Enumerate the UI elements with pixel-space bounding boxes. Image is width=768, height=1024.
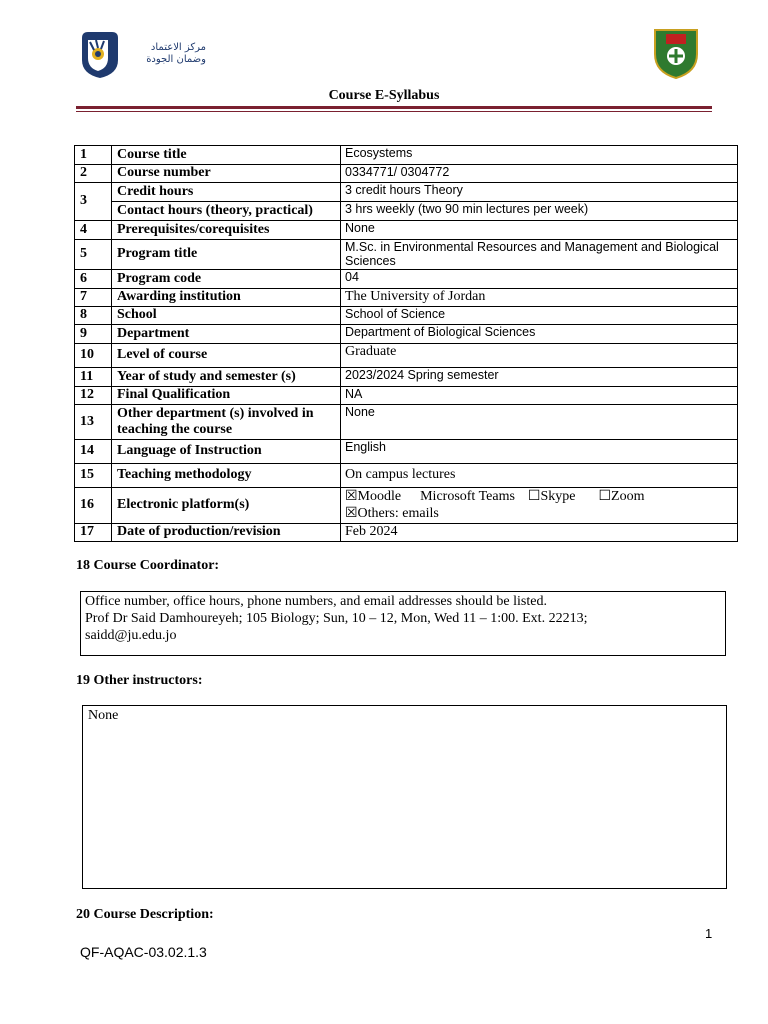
- row-value: On campus lectures: [341, 463, 738, 487]
- row-number: 9: [75, 324, 112, 343]
- row-number: 3: [75, 183, 112, 221]
- table-row: [75, 269, 738, 288]
- skype-checkbox[interactable]: ☐Skype: [527, 488, 576, 504]
- table-row: [75, 367, 738, 386]
- form-code: QF-AQAC-03.02.1.3: [80, 944, 207, 960]
- row-label: Prerequisites/corequisites: [112, 221, 341, 240]
- row-label: Credit hours: [112, 183, 341, 202]
- row-label: Awarding institution: [112, 288, 341, 306]
- row-number: 1: [75, 146, 112, 165]
- row-number: 11: [75, 367, 112, 386]
- table-row: [75, 386, 738, 404]
- row-value: 2023/2024 Spring semester: [341, 367, 738, 386]
- other-instructors-box: [82, 705, 727, 889]
- row-value: Ecosystems: [341, 146, 738, 165]
- row-value: M.Sc. in Environmental Resources and Management and Biological Sciences: [341, 240, 738, 270]
- row-label: Contact hours (theory, practical): [112, 202, 341, 221]
- coordinator-email: saidd@ju.edu.jo: [85, 627, 177, 643]
- row-number: 7: [75, 288, 112, 306]
- row-number: 16: [75, 487, 112, 523]
- row-value: The University of Jordan: [341, 288, 738, 306]
- table-row: [75, 439, 738, 463]
- row-label: Course title: [112, 146, 341, 165]
- teams-option[interactable]: Microsoft Teams: [420, 488, 515, 504]
- table-row: [75, 324, 738, 343]
- row-label: Electronic platform(s): [112, 487, 341, 523]
- coordinator-instruction: Office number, office hours, phone numbers, and email addresses should be listed.: [85, 594, 547, 609]
- row-label: Other department (s) involved in teaching the course: [112, 404, 341, 439]
- row-number: 2: [75, 165, 112, 183]
- table-row: [75, 343, 738, 367]
- row-value: 3 credit hours Theory: [341, 183, 738, 202]
- table-row: [75, 288, 738, 306]
- table-row: [75, 463, 738, 487]
- row-number: 14: [75, 439, 112, 463]
- page-number: 1: [705, 926, 713, 941]
- section-heading-other-instructors: 19 Other instructors:: [76, 673, 203, 688]
- table-row: [75, 183, 738, 202]
- row-number: 17: [75, 523, 112, 541]
- row-label: Date of production/revision: [112, 523, 341, 541]
- others-checkbox[interactable]: ☒Others: emails: [345, 505, 439, 521]
- row-label: Teaching methodology: [112, 463, 341, 487]
- course-info-table: [74, 145, 738, 542]
- row-value: English: [341, 439, 738, 463]
- row-value: NA: [341, 386, 738, 404]
- table-row: [75, 306, 738, 324]
- section-heading-description: 20 Course Description:: [76, 907, 214, 922]
- table-row: [75, 404, 738, 439]
- row-value: Graduate: [341, 343, 738, 367]
- table-row: [75, 487, 738, 523]
- row-value: 0334771/ 0304772: [341, 165, 738, 183]
- platform-row-1: [345, 488, 735, 505]
- row-number: 8: [75, 306, 112, 324]
- platform-options: [341, 487, 738, 523]
- accreditation-center-logo: [78, 30, 208, 80]
- row-value: 04: [341, 269, 738, 288]
- row-label: Department: [112, 324, 341, 343]
- moodle-checkbox[interactable]: ☒Moodle: [345, 488, 402, 504]
- table-row: [75, 165, 738, 183]
- row-number: 5: [75, 240, 112, 270]
- row-number: 13: [75, 404, 112, 439]
- header-divider: [76, 106, 712, 109]
- row-number: 10: [75, 343, 112, 367]
- other-instructors-value: None: [88, 708, 119, 723]
- platform-row-2: [345, 505, 735, 522]
- table-row: [75, 240, 738, 270]
- logo-arabic-text: مركز الاعتماد وضمان الجودة: [146, 42, 206, 65]
- university-crest-logo: [652, 26, 700, 80]
- row-label: Year of study and semester (s): [112, 367, 341, 386]
- coordinator-box: [80, 591, 726, 656]
- coordinator-details: Prof Dr Said Damhoureyeh; 105 Biology; Sun, 10 – 12, Mon, Wed 11 – 1:00. Ext. 22213;: [85, 610, 588, 626]
- row-value: Feb 2024: [341, 523, 738, 541]
- row-value: Department of Biological Sciences: [341, 324, 738, 343]
- section-heading-coordinator: 18 Course Coordinator:: [76, 558, 220, 573]
- table-row: [75, 202, 738, 221]
- table-row: [75, 523, 738, 541]
- row-number: 12: [75, 386, 112, 404]
- table-row: [75, 221, 738, 240]
- row-number: 4: [75, 221, 112, 240]
- table-row: [75, 146, 738, 165]
- row-label: Program code: [112, 269, 341, 288]
- row-number: 6: [75, 269, 112, 288]
- page-title: Course E-Syllabus: [328, 88, 440, 103]
- row-value: 3 hrs weekly (two 90 min lectures per week): [341, 202, 738, 221]
- row-value: None: [341, 404, 738, 439]
- zoom-checkbox[interactable]: ☐Zoom: [598, 488, 645, 504]
- row-value: School of Science: [341, 306, 738, 324]
- row-label: Program title: [112, 240, 341, 270]
- row-label: Level of course: [112, 343, 341, 367]
- row-label: Language of Instruction: [112, 439, 341, 463]
- row-value: None: [341, 221, 738, 240]
- row-number: 15: [75, 463, 112, 487]
- row-label: Course number: [112, 165, 341, 183]
- header-divider-thin: [76, 111, 712, 112]
- row-label: School: [112, 306, 341, 324]
- row-label: Final Qualification: [112, 386, 341, 404]
